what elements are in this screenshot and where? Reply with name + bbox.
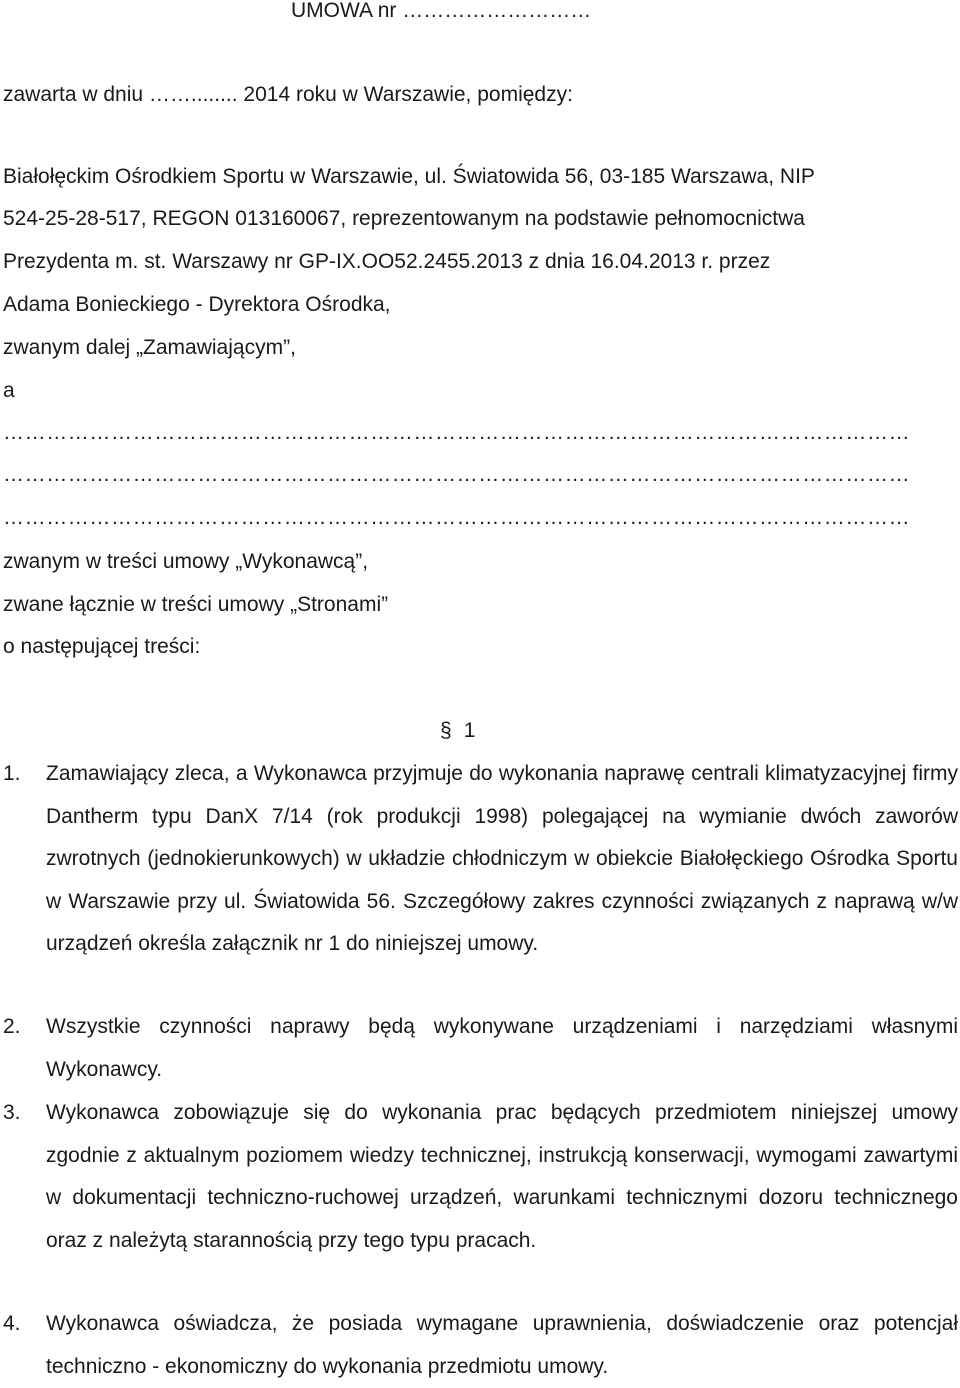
party-a-alias: zwanym dalej „Zamawiającym”, — [3, 336, 296, 359]
item-text: Zamawiający zleca, a Wykonawca przyjmuje do wykonania naprawę centrali klimatyzacyjnej firmy Dantherm typu DanX 7/14 (rok produkcji 1998) polegającej na wymianie dwóch zaworów zwrotnych (jednokierunkowych) w układzie chłodniczym w obiekcie Białołęckiego Ośrodka Sportu w Warszawie przy ul. Światowida 56. Szczegółowy zakres czynności związanych z naprawą w/w urządzeń określa załącznik nr 1 do niniejszej umowy. — [46, 762, 958, 956]
contract-title: UMOWA nr ……………………… — [291, 0, 592, 22]
section-number: 1 — [463, 719, 476, 742]
blank-line: ……………………………………………………………………………………………………………… — [3, 421, 911, 444]
party-a-line: Białołęckim Ośrodkiem Sportu w Warszawie, ul. Światowida 56, 03-185 Warszawa, NIP — [3, 165, 815, 188]
party-a-line: 524-25-28-517, REGON 013160067, reprezentowanym na podstawie pełnomocnictwa — [3, 207, 805, 230]
parties-alias: zwane łącznie w treści umowy „Stronami” — [3, 593, 389, 616]
concluded-line: zawarta w dniu ……........ 2014 roku w Warszawie, pomiędzy: — [3, 83, 573, 106]
section-sign: § — [440, 719, 452, 742]
section-heading — [440, 718, 475, 744]
item-text: Wykonawca oświadcza, że posiada wymagane uprawnienia, doświadczenie oraz potencjał techniczno - ekonomiczny do wykonania przedmiotu umowy. — [46, 1312, 958, 1378]
item-number: 3. — [3, 1101, 21, 1124]
item-text: Wykonawca zobowiązuje się do wykonania prac będących przedmiotem niniejszej umowy zgodnie z aktualnym poziomem wiedzy technicznej, instrukcją konserwacji, wymogami zawartymi w dokumentacji techniczno-ruchowej urządzeń, warunkami technicznymi dozoru technicznego oraz z należytą starannością przy tego typu pracach. — [46, 1101, 958, 1252]
party-a-line: Adama Bonieckiego - Dyrektora Ośrodka, — [3, 293, 391, 316]
blank-line: ……………………………………………………………………………………………………………… — [3, 463, 911, 486]
party-b-alias: zwanym w treści umowy „Wykonawcą”, — [3, 550, 369, 573]
content-intro: o następującej treści: — [3, 635, 201, 658]
item-number: 2. — [3, 1015, 21, 1038]
item-text: Wszystkie czynności naprawy będą wykonywane urządzeniami i narzędziami własnymi Wykonawcy. — [46, 1015, 958, 1081]
item-number: 4. — [3, 1312, 21, 1335]
conjunction-a: a — [3, 379, 15, 402]
item-number: 1. — [3, 762, 21, 785]
blank-line: ……………………………………………………………………………………………………………… — [3, 506, 911, 529]
party-a-line: Prezydenta m. st. Warszawy nr GP-IX.OO52.2455.2013 z dnia 16.04.2013 r. przez — [3, 250, 771, 273]
